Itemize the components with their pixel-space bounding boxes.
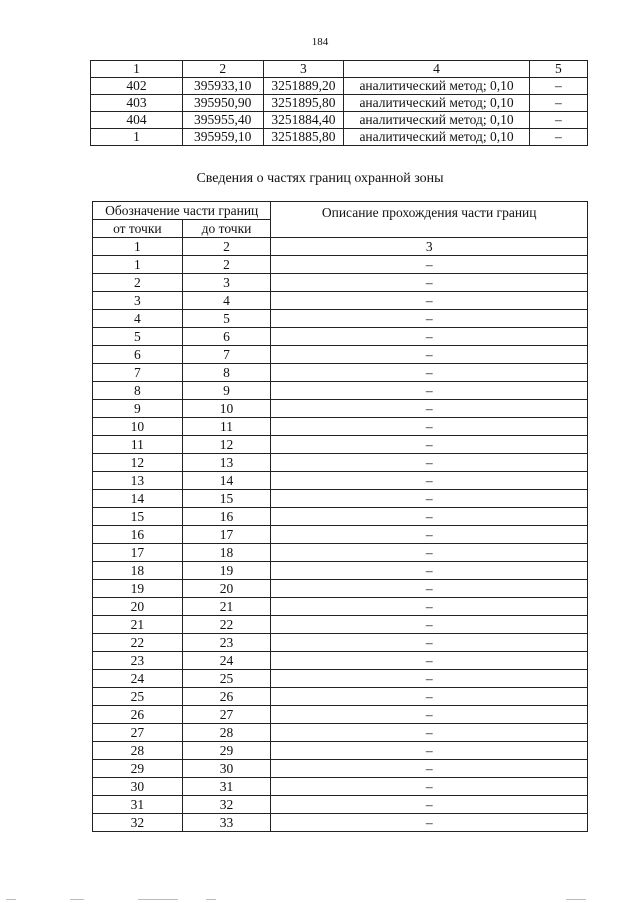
table-row bbox=[93, 634, 588, 652]
from-point: 18 bbox=[93, 562, 183, 580]
description: – bbox=[271, 310, 588, 328]
boundary-parts-table bbox=[92, 201, 588, 832]
column-index-3: 3 bbox=[263, 61, 344, 78]
table-row bbox=[93, 670, 588, 688]
from-point: 19 bbox=[93, 580, 183, 598]
description: – bbox=[271, 652, 588, 670]
coordinates-header-row bbox=[91, 61, 588, 78]
to-point: 25 bbox=[182, 670, 271, 688]
index-cell-2: 2 bbox=[182, 238, 271, 256]
coord-y: 3251884,40 bbox=[263, 112, 344, 129]
table-row bbox=[91, 112, 588, 129]
description: – bbox=[271, 526, 588, 544]
from-point: 14 bbox=[93, 490, 183, 508]
to-point: 15 bbox=[182, 490, 271, 508]
to-point: 31 bbox=[182, 778, 271, 796]
coord-x: 395959,10 bbox=[182, 129, 263, 146]
to-point: 2 bbox=[182, 256, 271, 274]
note: – bbox=[529, 129, 587, 146]
point-number: 1 bbox=[91, 129, 183, 146]
to-point: 23 bbox=[182, 634, 271, 652]
description: – bbox=[271, 778, 588, 796]
from-point: 12 bbox=[93, 454, 183, 472]
table-row bbox=[93, 346, 588, 364]
to-point: 26 bbox=[182, 688, 271, 706]
from-point: 16 bbox=[93, 526, 183, 544]
description: – bbox=[271, 598, 588, 616]
method-accuracy: аналитический метод; 0,10 bbox=[344, 78, 529, 95]
header-to-point: до точки bbox=[182, 220, 271, 238]
table-row bbox=[93, 472, 588, 490]
description: – bbox=[271, 508, 588, 526]
from-point: 10 bbox=[93, 418, 183, 436]
from-point: 23 bbox=[93, 652, 183, 670]
page-number: 184 bbox=[311, 36, 329, 48]
table-row bbox=[93, 508, 588, 526]
table-row bbox=[93, 598, 588, 616]
description: – bbox=[271, 724, 588, 742]
table-row bbox=[93, 688, 588, 706]
table-row bbox=[91, 95, 588, 112]
coord-y: 3251885,80 bbox=[263, 129, 344, 146]
note: – bbox=[529, 112, 587, 129]
description: – bbox=[271, 814, 588, 832]
from-point: 30 bbox=[93, 778, 183, 796]
description: – bbox=[271, 760, 588, 778]
table-row bbox=[93, 400, 588, 418]
from-point: 29 bbox=[93, 760, 183, 778]
to-point: 5 bbox=[182, 310, 271, 328]
description: – bbox=[271, 580, 588, 598]
column-index-1: 1 bbox=[91, 61, 183, 78]
to-point: 22 bbox=[182, 616, 271, 634]
from-point: 8 bbox=[93, 382, 183, 400]
description: – bbox=[271, 400, 588, 418]
point-number: 403 bbox=[91, 95, 183, 112]
from-point: 17 bbox=[93, 544, 183, 562]
to-point: 8 bbox=[182, 364, 271, 382]
table-row bbox=[93, 454, 588, 472]
from-point: 25 bbox=[93, 688, 183, 706]
description: – bbox=[271, 562, 588, 580]
to-point: 19 bbox=[182, 562, 271, 580]
from-point: 9 bbox=[93, 400, 183, 418]
table-row bbox=[93, 364, 588, 382]
description: – bbox=[271, 616, 588, 634]
table-row bbox=[93, 760, 588, 778]
table-row bbox=[93, 490, 588, 508]
point-number: 404 bbox=[91, 112, 183, 129]
table-row bbox=[93, 544, 588, 562]
description: – bbox=[271, 346, 588, 364]
from-point: 4 bbox=[93, 310, 183, 328]
description: – bbox=[271, 796, 588, 814]
coordinates-table bbox=[90, 60, 588, 146]
table-row bbox=[93, 652, 588, 670]
description: – bbox=[271, 328, 588, 346]
description: – bbox=[271, 454, 588, 472]
column-index-2: 2 bbox=[182, 61, 263, 78]
from-point: 15 bbox=[93, 508, 183, 526]
from-point: 27 bbox=[93, 724, 183, 742]
table-row bbox=[91, 129, 588, 146]
coord-x: 395933,10 bbox=[182, 78, 263, 95]
to-point: 3 bbox=[182, 274, 271, 292]
description: – bbox=[271, 436, 588, 454]
to-point: 13 bbox=[182, 454, 271, 472]
table-row bbox=[93, 814, 588, 832]
description: – bbox=[271, 382, 588, 400]
coord-y: 3251889,20 bbox=[263, 78, 344, 95]
table-row bbox=[93, 274, 588, 292]
table-row bbox=[93, 382, 588, 400]
description: – bbox=[271, 688, 588, 706]
from-point: 5 bbox=[93, 328, 183, 346]
header-from-point: от точки bbox=[93, 220, 183, 238]
to-point: 10 bbox=[182, 400, 271, 418]
to-point: 17 bbox=[182, 526, 271, 544]
method-accuracy: аналитический метод; 0,10 bbox=[344, 95, 529, 112]
to-point: 11 bbox=[182, 418, 271, 436]
note: – bbox=[529, 95, 587, 112]
from-point: 6 bbox=[93, 346, 183, 364]
from-point: 28 bbox=[93, 742, 183, 760]
table-row bbox=[93, 436, 588, 454]
table-row bbox=[93, 724, 588, 742]
coord-x: 395955,40 bbox=[182, 112, 263, 129]
description: – bbox=[271, 418, 588, 436]
from-point: 26 bbox=[93, 706, 183, 724]
from-point: 13 bbox=[93, 472, 183, 490]
description: – bbox=[271, 742, 588, 760]
table-row bbox=[93, 328, 588, 346]
parts-header-row bbox=[93, 202, 588, 220]
from-point: 2 bbox=[93, 274, 183, 292]
from-point: 24 bbox=[93, 670, 183, 688]
method-accuracy: аналитический метод; 0,10 bbox=[344, 112, 529, 129]
to-point: 6 bbox=[182, 328, 271, 346]
from-point: 3 bbox=[93, 292, 183, 310]
to-point: 21 bbox=[182, 598, 271, 616]
table-row bbox=[93, 256, 588, 274]
table-row bbox=[93, 562, 588, 580]
table-row bbox=[93, 418, 588, 436]
from-point: 7 bbox=[93, 364, 183, 382]
description: – bbox=[271, 274, 588, 292]
note: – bbox=[529, 78, 587, 95]
description: – bbox=[271, 364, 588, 382]
to-point: 14 bbox=[182, 472, 271, 490]
description: – bbox=[271, 634, 588, 652]
to-point: 30 bbox=[182, 760, 271, 778]
coord-x: 395950,90 bbox=[182, 95, 263, 112]
table-row bbox=[93, 778, 588, 796]
to-point: 29 bbox=[182, 742, 271, 760]
to-point: 28 bbox=[182, 724, 271, 742]
description: – bbox=[271, 544, 588, 562]
to-point: 20 bbox=[182, 580, 271, 598]
description: – bbox=[271, 292, 588, 310]
table-row bbox=[93, 796, 588, 814]
header-boundary-part: Обозначение части границ bbox=[93, 202, 271, 220]
to-point: 4 bbox=[182, 292, 271, 310]
table-row bbox=[93, 580, 588, 598]
to-point: 9 bbox=[182, 382, 271, 400]
to-point: 12 bbox=[182, 436, 271, 454]
to-point: 18 bbox=[182, 544, 271, 562]
table-row bbox=[93, 310, 588, 328]
table-row bbox=[91, 78, 588, 95]
scan-edge-marks bbox=[0, 897, 640, 903]
from-point: 21 bbox=[93, 616, 183, 634]
method-accuracy: аналитический метод; 0,10 bbox=[344, 129, 529, 146]
from-point: 22 bbox=[93, 634, 183, 652]
from-point: 20 bbox=[93, 598, 183, 616]
table-row bbox=[93, 616, 588, 634]
to-point: 16 bbox=[182, 508, 271, 526]
table-row bbox=[93, 706, 588, 724]
coord-y: 3251895,80 bbox=[263, 95, 344, 112]
point-number: 402 bbox=[91, 78, 183, 95]
index-cell-3: 3 bbox=[271, 238, 588, 256]
table-row bbox=[93, 526, 588, 544]
description: – bbox=[271, 256, 588, 274]
to-point: 27 bbox=[182, 706, 271, 724]
description: – bbox=[271, 670, 588, 688]
index-cell-1: 1 bbox=[93, 238, 183, 256]
column-index-4: 4 bbox=[344, 61, 529, 78]
parts-index-row bbox=[93, 238, 588, 256]
to-point: 32 bbox=[182, 796, 271, 814]
table-row bbox=[93, 292, 588, 310]
column-index-5: 5 bbox=[529, 61, 587, 78]
to-point: 7 bbox=[182, 346, 271, 364]
to-point: 24 bbox=[182, 652, 271, 670]
description: – bbox=[271, 706, 588, 724]
table-row bbox=[93, 742, 588, 760]
to-point: 33 bbox=[182, 814, 271, 832]
header-description: Описание прохождения части границ bbox=[271, 202, 588, 238]
from-point: 11 bbox=[93, 436, 183, 454]
section-title: Сведения о частях границ охранной зоны bbox=[196, 171, 444, 186]
from-point: 31 bbox=[93, 796, 183, 814]
from-point: 32 bbox=[93, 814, 183, 832]
from-point: 1 bbox=[93, 256, 183, 274]
description: – bbox=[271, 490, 588, 508]
description: – bbox=[271, 472, 588, 490]
